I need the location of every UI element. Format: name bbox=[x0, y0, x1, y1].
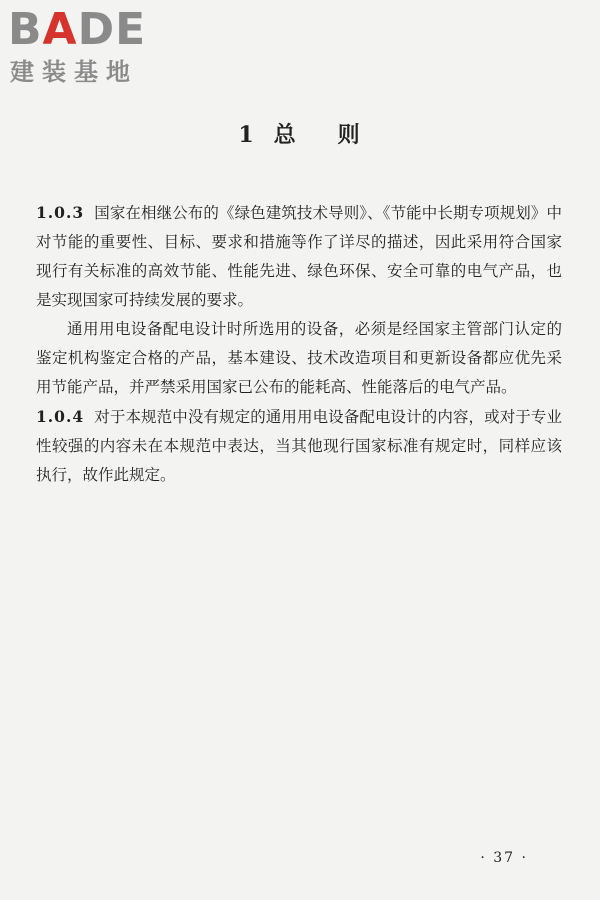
logo-wordmark: BADE bbox=[8, 4, 147, 55]
page-number: · 37 · bbox=[480, 850, 528, 866]
body-content bbox=[36, 198, 562, 490]
clause-number: 1.0.4 bbox=[36, 407, 85, 426]
clause-number: 1.0.3 bbox=[36, 203, 85, 222]
clause-text: 国家在相继公布的《绿色建筑技术导则》、《节能中长期专项规划》中对节能的重要性、目标、要求和措施等作了详尽的描述，因此采用符合国家现行有关标准的高效节能、性能先进、绿色环保、安全可靠的电气产品，也是实现国家可持续发展的要求。 bbox=[36, 204, 562, 309]
clause-1-0-4 bbox=[36, 402, 562, 490]
chapter-title-part1: 总 bbox=[273, 122, 298, 148]
clause-text: 对于本规范中没有规定的通用用电设备配电设计的内容，或对于专业性较强的内容未在本规范中表达，当其他现行国家标准有规定时，同样应该执行，故作此规定。 bbox=[36, 408, 562, 484]
chapter-title-part2: 则 bbox=[337, 122, 362, 148]
chapter-heading bbox=[0, 118, 600, 149]
chapter-number: 1 bbox=[238, 122, 256, 148]
logo-subtitle: 建装基地 bbox=[10, 58, 138, 86]
clause-1-0-3 bbox=[36, 198, 562, 315]
clause-1-0-3-continued bbox=[36, 315, 562, 402]
clause-text: 通用用电设备配电设计时所选用的设备，必须是经国家主管部门认定的鉴定机构鉴定合格的产品，基本建设、技术改造项目和更新设备都应优先采用节能产品，并严禁采用国家已公布的能耗高、性能落后的电气产品。 bbox=[36, 320, 562, 396]
bade-logo bbox=[8, 6, 178, 88]
